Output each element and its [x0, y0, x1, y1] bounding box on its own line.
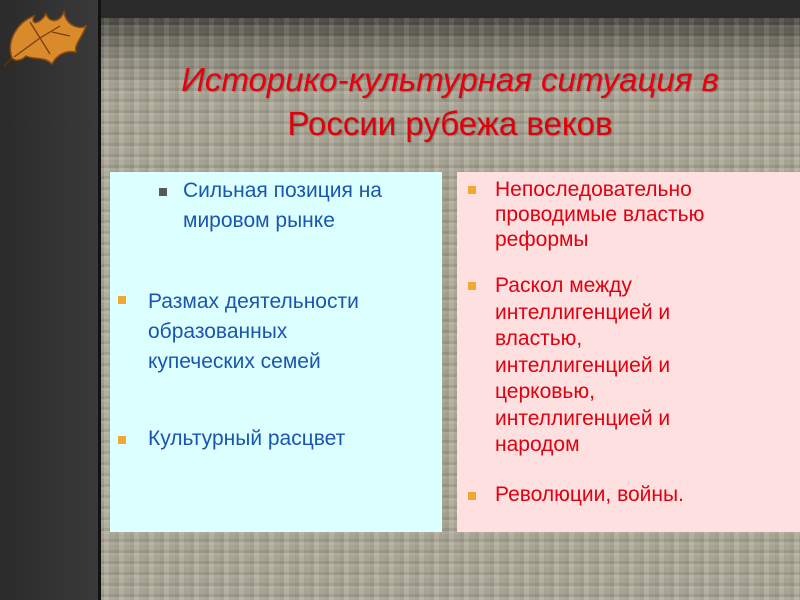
sub-item-line: Сильная позиция на [183, 179, 382, 202]
bullet-marker [118, 296, 126, 304]
autumn-leaf-icon [0, 0, 100, 70]
list-item-line: церковью, [495, 380, 595, 403]
list-item [495, 177, 795, 252]
left-content-box [110, 172, 442, 532]
left-decor-bar [0, 0, 100, 600]
bullet-marker [468, 186, 476, 194]
list-item-line: Непоследовательно [495, 178, 692, 201]
title-line-1: Историко-культурная ситуация в [181, 61, 719, 98]
list-item-line: народом [495, 433, 580, 456]
list-item-line: Раскол между [495, 274, 632, 297]
bullet-marker [118, 436, 126, 444]
list-item [148, 287, 438, 377]
list-item-line: реформы [495, 228, 589, 251]
list-item [148, 426, 438, 451]
list-item-line: проводимые властью [495, 203, 705, 226]
right-content-box [457, 172, 800, 532]
sub-bullet-marker [159, 188, 167, 196]
list-item-line: Революции, войны. [495, 483, 684, 506]
list-item-line: купеческих семей [148, 350, 321, 373]
sub-item-line: мировом рынке [183, 209, 335, 232]
list-item-line: интеллигенцией и [495, 353, 671, 377]
slide-title [110, 58, 790, 146]
divider-line [98, 0, 101, 600]
list-item-line: властью, [495, 327, 583, 350]
list-item-line: Размах деятельности [148, 290, 359, 313]
list-item-line: Культурный расцвет [148, 427, 346, 450]
list-item [495, 273, 795, 459]
top-decor-strip [100, 0, 800, 18]
bullet-marker [468, 492, 476, 500]
list-item-line: интеллигенцией и [495, 406, 671, 430]
list-item-line: образованных [148, 320, 288, 343]
bullet-marker [468, 282, 476, 290]
list-item-line: интеллигенцией и [495, 300, 671, 324]
title-line-2: России рубежа веков [287, 105, 613, 142]
list-item [495, 482, 795, 507]
sub-list-item [183, 178, 438, 233]
